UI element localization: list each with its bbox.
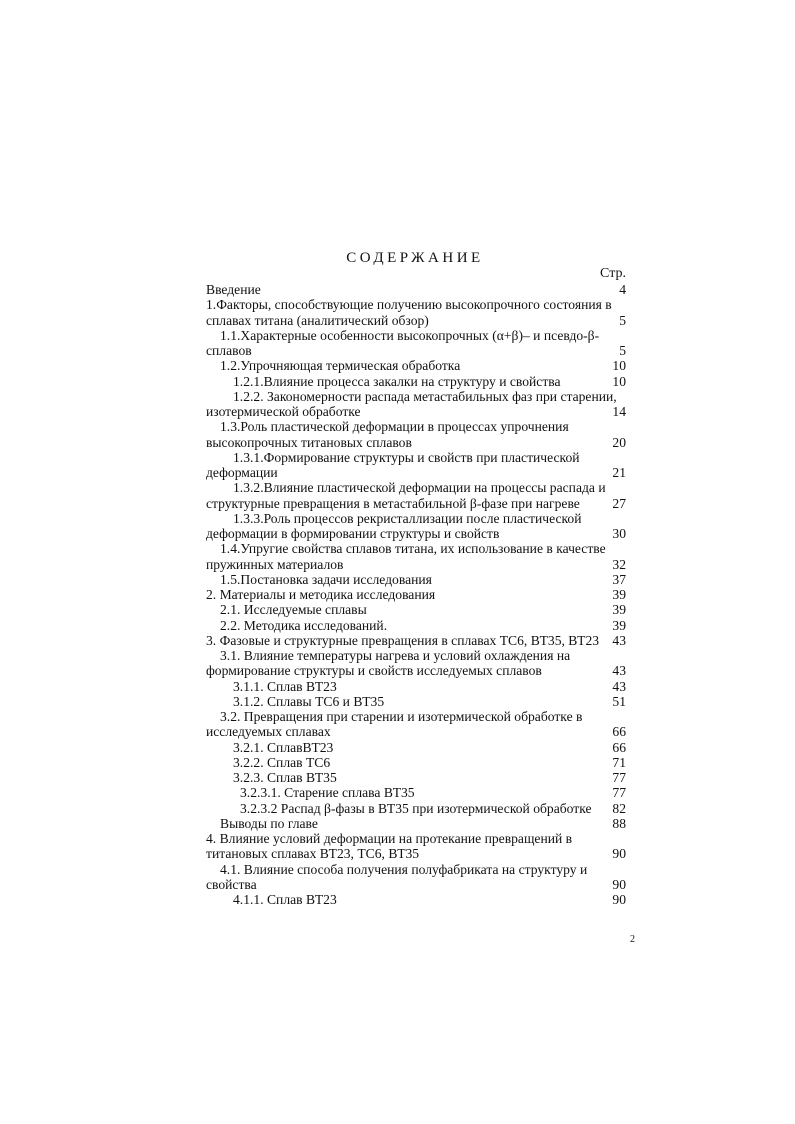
toc-entry-text: Введение — [206, 282, 261, 297]
toc-entry-page: 14 — [612, 404, 626, 419]
page-number: 2 — [630, 934, 635, 945]
toc-entry — [206, 374, 626, 389]
toc-entry-page: 5 — [619, 312, 626, 328]
toc-entry-page: 77 — [612, 770, 626, 785]
toc-entry-text: 1.2.Упрочняющая термическая обработка — [220, 358, 461, 374]
toc-entry-page: 90 — [612, 892, 626, 907]
toc-entry-page: 66 — [612, 724, 626, 740]
toc-entry-text: 3.2.3.2 Распад β-фазы в ВТ35 при изотермической обработке — [240, 800, 592, 816]
toc-entry-text: деформации — [206, 465, 278, 480]
toc-entry — [206, 450, 626, 481]
toc-entry-page: 43 — [612, 632, 626, 648]
toc-entry-page: 30 — [612, 526, 626, 541]
toc-entry — [206, 892, 626, 907]
toc-entry-page: 20 — [612, 434, 626, 450]
toc-entry-text: 3.1.2. Сплавы ТС6 и ВТ35 — [233, 693, 385, 709]
toc-entry-text: исследуемых сплавах — [206, 724, 331, 740]
toc-entry — [206, 694, 626, 709]
toc-entry-page: 43 — [612, 663, 626, 679]
toc-entry — [206, 511, 626, 542]
toc-entry-text: 3.2.2. Сплав ТС6 — [233, 754, 331, 770]
toc-entry — [206, 541, 626, 572]
toc-entry — [206, 328, 626, 359]
toc-entry-text: свойства — [206, 876, 257, 892]
toc-entry-page: 39 — [612, 602, 626, 618]
toc-entry-text: 3.2.3.1. Старение сплава ВТ35 — [240, 785, 415, 801]
toc-entry-text: 2.1. Исследуемые сплавы — [220, 602, 367, 618]
toc-entry-text: сплавах титана (аналитический обзор) — [206, 312, 429, 328]
toc-entry-page: 66 — [612, 739, 626, 755]
toc-title: СОДЕРЖАНИЕ — [346, 250, 484, 266]
toc-entry — [206, 282, 626, 297]
table-of-contents — [206, 282, 626, 907]
toc-entry — [206, 770, 626, 785]
toc-entry-text: 3. Фазовые и структурные превращения в сплавах ТС6, ВТ35, ВТ23 — [206, 632, 600, 648]
toc-entry-page: 4 — [619, 282, 626, 297]
toc-entry-text: высокопрочных титановых сплавов — [206, 434, 412, 450]
toc-entry-page: 5 — [619, 343, 626, 358]
toc-entry-text: 3.2.1. СплавВТ23 — [233, 739, 334, 755]
toc-entry-text: Выводы по главе — [220, 815, 318, 831]
toc-entry-text: 3.2. Превращения при старении и изотермической обработке в — [220, 709, 583, 724]
toc-entry-text: 4.1.1. Сплав ВТ23 — [233, 892, 337, 907]
toc-entry-text: 2. Материалы и методика исследования — [206, 587, 436, 602]
toc-entry-page: 82 — [612, 800, 626, 816]
toc-entry — [206, 801, 626, 816]
toc-entry-page: 71 — [612, 754, 626, 770]
toc-entry-page: 90 — [612, 846, 626, 862]
toc-entry-page: 88 — [612, 815, 626, 831]
toc-entry-text: 1.3.1.Формирование структуры и свойств при пластической — [233, 449, 580, 465]
toc-entry — [206, 419, 626, 450]
toc-entry-text: 2.2. Методика исследований. — [220, 617, 388, 633]
toc-entry-text: 1.3.Роль пластической деформации в процессах упрочнения — [220, 419, 569, 435]
toc-entry-page: 51 — [612, 693, 626, 709]
toc-entry-text: титановых сплавах ВТ23, ТС6, ВТ35 — [206, 846, 420, 862]
toc-entry-page: 10 — [612, 358, 626, 374]
toc-entry-page: 39 — [612, 587, 626, 602]
toc-entry-text: 1.4.Упругие свойства сплавов титана, их использование в качестве — [220, 541, 606, 557]
toc-entry — [206, 587, 626, 602]
toc-entry-page: 90 — [612, 876, 626, 892]
toc-entry — [206, 831, 626, 862]
toc-entry — [206, 862, 626, 893]
toc-entry — [206, 648, 626, 679]
toc-entry — [206, 602, 626, 617]
toc-entry-text: формирование структуры и свойств исследуемых сплавов — [206, 663, 542, 679]
toc-entry — [206, 755, 626, 770]
toc-entry — [206, 816, 626, 831]
toc-entry-text: 1.3.2.Влияние пластической деформации на процессы распада и — [233, 480, 606, 496]
toc-entry-text: изотермической обработке — [206, 404, 361, 419]
toc-entry-text: 1.2.2. Закономерности распада метастабильных фаз при старении, — [233, 388, 617, 404]
toc-entry — [206, 633, 626, 648]
toc-entry — [206, 679, 626, 694]
page-column-label: Стр. — [600, 266, 626, 281]
toc-entry — [206, 618, 626, 633]
toc-entry — [206, 389, 626, 420]
toc-entry-page: 37 — [612, 571, 626, 587]
toc-entry-text: 3.1. Влияние температуры нагрева и условий охлаждения на — [220, 648, 571, 663]
toc-entry — [206, 358, 626, 373]
toc-entry-text: 4. Влияние условий деформации на протекание превращений в — [206, 831, 573, 846]
toc-entry-page: 77 — [612, 785, 626, 801]
toc-entry-text: структурные превращения в метастабильной β-фазе при нагреве — [206, 495, 580, 511]
toc-entry-page: 39 — [612, 617, 626, 633]
toc-entry — [206, 709, 626, 740]
toc-entry-text: сплавов — [206, 343, 252, 358]
toc-entry-text: 1.1.Характерные особенности высокопрочных (α+β)– и псевдо-β- — [220, 327, 600, 343]
toc-entry — [206, 740, 626, 755]
toc-entry-text: пружинных материалов — [206, 556, 344, 572]
toc-entry-text: 3.1.1. Сплав ВТ23 — [233, 678, 337, 694]
toc-entry-text: 1.3.3.Роль процессов рекристаллизации после пластической — [233, 510, 582, 526]
toc-entry-page: 21 — [612, 465, 626, 480]
toc-entry-text: 3.2.3. Сплав ВТ35 — [233, 770, 337, 785]
toc-entry — [206, 785, 626, 800]
toc-entry-page: 32 — [612, 556, 626, 572]
toc-entry-page: 10 — [612, 373, 626, 389]
toc-entry-text: 1.5.Постановка задачи исследования — [220, 571, 432, 587]
toc-entry-text: 1.2.1.Влияние процесса закалки на структуру и свойства — [233, 373, 561, 389]
toc-entry-text: 4.1. Влияние способа получения полуфабриката на структуру и — [220, 861, 588, 877]
toc-entry-page: 27 — [612, 495, 626, 511]
toc-entry-text: деформации в формировании структуры и свойств — [206, 526, 500, 541]
toc-entry — [206, 480, 626, 511]
toc-entry-text: 1.Факторы, способствующие получению высокопрочного состояния в — [206, 297, 612, 313]
toc-entry-page: 43 — [612, 678, 626, 694]
toc-entry — [206, 572, 626, 587]
toc-entry — [206, 297, 626, 328]
